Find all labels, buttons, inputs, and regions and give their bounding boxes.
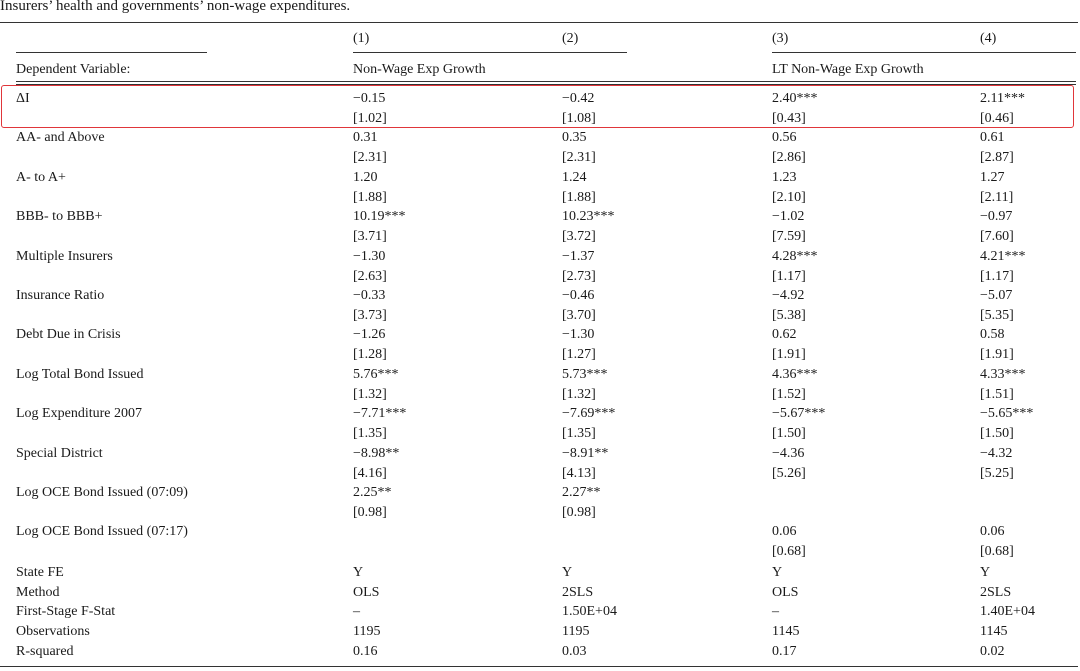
footer-cell: Y xyxy=(562,565,573,580)
se-cell: [5.38] xyxy=(772,308,806,323)
top-rule xyxy=(0,22,1078,23)
dependent-variable-label: Dependent Variable: xyxy=(16,62,131,77)
coef-cell: −4.36 xyxy=(772,446,805,461)
se-cell: [0.43] xyxy=(772,111,806,126)
coef-cell: −4.32 xyxy=(980,446,1013,461)
header-underline-group2 xyxy=(772,52,1076,53)
col-number-1: (1) xyxy=(353,31,370,46)
footer-cell: 1195 xyxy=(562,624,590,639)
coef-cell: −1.37 xyxy=(562,249,595,264)
se-cell: [1.32] xyxy=(353,387,387,402)
footer-cell: 1.50E+04 xyxy=(562,604,617,619)
coef-cell: −1.30 xyxy=(353,249,386,264)
coef-cell: −0.97 xyxy=(980,209,1013,224)
se-cell: [0.68] xyxy=(772,544,806,559)
row-label: Insurance Ratio xyxy=(16,288,105,303)
row-label: Log Expenditure 2007 xyxy=(16,406,142,421)
footer-cell: – xyxy=(353,604,360,619)
footer-cell: 1145 xyxy=(772,624,800,639)
coef-cell: 0.61 xyxy=(980,130,1005,145)
coef-cell: −5.07 xyxy=(980,288,1013,303)
se-cell: [1.50] xyxy=(772,426,806,441)
col-number-4: (4) xyxy=(980,31,997,46)
coef-cell: 4.33*** xyxy=(980,367,1026,382)
footer-cell: Y xyxy=(980,565,991,580)
table-caption: Insurers’ health and governments’ non-wage expenditures. xyxy=(0,0,351,14)
coef-cell: −0.33 xyxy=(353,288,386,303)
footer-cell: 0.02 xyxy=(980,644,1005,659)
footer-label: Observations xyxy=(16,624,90,639)
coef-cell: 1.27 xyxy=(980,170,1005,185)
se-cell: [2.31] xyxy=(562,150,596,165)
coef-cell: 2.40*** xyxy=(772,91,818,106)
footer-cell: 0.17 xyxy=(772,644,797,659)
se-cell: [2.86] xyxy=(772,150,806,165)
row-label: A- to A+ xyxy=(16,170,66,185)
se-cell: [1.88] xyxy=(562,190,596,205)
coef-cell: 4.36*** xyxy=(772,367,818,382)
header-underline-group1 xyxy=(353,52,627,53)
footer-cell: 1.40E+04 xyxy=(980,604,1035,619)
se-cell: [5.25] xyxy=(980,466,1014,481)
se-cell: [1.91] xyxy=(980,347,1014,362)
coef-cell: −8.91** xyxy=(562,446,609,461)
se-cell: [3.73] xyxy=(353,308,387,323)
footer-cell: OLS xyxy=(353,585,380,600)
footer-cell: 0.03 xyxy=(562,644,587,659)
coef-cell: 10.19*** xyxy=(353,209,406,224)
se-cell: [1.08] xyxy=(562,111,596,126)
coef-cell: −1.30 xyxy=(562,327,595,342)
se-cell: [4.16] xyxy=(353,466,387,481)
coef-cell: 2.27** xyxy=(562,485,601,500)
se-cell: [1.02] xyxy=(353,111,387,126)
coef-cell: −7.69*** xyxy=(562,406,616,421)
highlight-box xyxy=(1,85,1074,128)
coef-cell: −0.42 xyxy=(562,91,595,106)
row-label: AA- and Above xyxy=(16,130,105,145)
coef-cell: 4.28*** xyxy=(772,249,818,264)
se-cell: [2.10] xyxy=(772,190,806,205)
row-label: ΔI xyxy=(16,91,30,106)
se-cell: [4.13] xyxy=(562,466,596,481)
coef-cell: −4.92 xyxy=(772,288,805,303)
coef-cell: 0.62 xyxy=(772,327,797,342)
footer-cell: 2SLS xyxy=(562,585,594,600)
footer-cell: 0.16 xyxy=(353,644,378,659)
row-label: Special District xyxy=(16,446,103,461)
coef-cell: −8.98** xyxy=(353,446,400,461)
se-cell: [7.59] xyxy=(772,229,806,244)
se-cell: [0.46] xyxy=(980,111,1014,126)
coef-cell: 0.06 xyxy=(980,524,1005,539)
coef-cell: 5.76*** xyxy=(353,367,399,382)
se-cell: [5.26] xyxy=(772,466,806,481)
se-cell: [5.35] xyxy=(980,308,1014,323)
se-cell: [1.32] xyxy=(562,387,596,402)
footer-cell: OLS xyxy=(772,585,799,600)
se-cell: [1.35] xyxy=(562,426,596,441)
coef-cell: −1.02 xyxy=(772,209,805,224)
bottom-rule xyxy=(0,666,1078,667)
se-cell: [0.98] xyxy=(562,505,596,520)
se-cell: [7.60] xyxy=(980,229,1014,244)
se-cell: [1.35] xyxy=(353,426,387,441)
se-cell: [1.50] xyxy=(980,426,1014,441)
footer-cell: 1195 xyxy=(353,624,381,639)
row-label: Multiple Insurers xyxy=(16,249,113,264)
footer-label: R-squared xyxy=(16,644,74,659)
footer-cell: – xyxy=(772,604,779,619)
coef-cell: −1.26 xyxy=(353,327,386,342)
coef-cell: 0.31 xyxy=(353,130,378,145)
row-label: Log Total Bond Issued xyxy=(16,367,144,382)
coef-cell: 0.56 xyxy=(772,130,797,145)
col-number-3: (3) xyxy=(772,31,789,46)
coef-cell: −0.15 xyxy=(353,91,386,106)
coef-cell: −5.65*** xyxy=(980,406,1034,421)
se-cell: [2.73] xyxy=(562,269,596,284)
group-header-2: LT Non-Wage Exp Growth xyxy=(772,62,924,77)
coef-cell: 1.20 xyxy=(353,170,378,185)
footer-cell: Y xyxy=(772,565,783,580)
row-label: Debt Due in Crisis xyxy=(16,327,121,342)
coef-cell: 1.23 xyxy=(772,170,797,185)
se-cell: [1.17] xyxy=(772,269,806,284)
se-cell: [3.71] xyxy=(353,229,387,244)
coef-cell: 10.23*** xyxy=(562,209,615,224)
coef-cell: 0.35 xyxy=(562,130,587,145)
se-cell: [2.11] xyxy=(980,190,1014,205)
coef-cell: 2.25** xyxy=(353,485,392,500)
se-cell: [2.63] xyxy=(353,269,387,284)
se-cell: [3.70] xyxy=(562,308,596,323)
coef-cell: −7.71*** xyxy=(353,406,407,421)
col-number-2: (2) xyxy=(562,31,579,46)
row-label: Log OCE Bond Issued (07:09) xyxy=(16,485,188,500)
footer-cell: 2SLS xyxy=(980,585,1012,600)
footer-label: First-Stage F-Stat xyxy=(16,604,116,619)
footer-label: Method xyxy=(16,585,60,600)
coef-cell: 5.73*** xyxy=(562,367,608,382)
row-label: BBB- to BBB+ xyxy=(16,209,103,224)
coef-cell: −5.67*** xyxy=(772,406,826,421)
se-cell: [2.87] xyxy=(980,150,1014,165)
se-cell: [1.17] xyxy=(980,269,1014,284)
footer-cell: 1145 xyxy=(980,624,1008,639)
coef-cell: 2.11*** xyxy=(980,91,1025,106)
se-cell: [1.28] xyxy=(353,347,387,362)
coef-cell: 4.21*** xyxy=(980,249,1026,264)
header-underline-label xyxy=(16,52,207,53)
group-header-1: Non-Wage Exp Growth xyxy=(353,62,486,77)
se-cell: [3.72] xyxy=(562,229,596,244)
se-cell: [0.68] xyxy=(980,544,1014,559)
se-cell: [1.91] xyxy=(772,347,806,362)
coef-cell: −0.46 xyxy=(562,288,595,303)
footer-cell: Y xyxy=(353,565,364,580)
se-cell: [1.27] xyxy=(562,347,596,362)
se-cell: [2.31] xyxy=(353,150,387,165)
se-cell: [1.51] xyxy=(980,387,1014,402)
se-cell: [1.88] xyxy=(353,190,387,205)
coef-cell: 0.06 xyxy=(772,524,797,539)
se-cell: [0.98] xyxy=(353,505,387,520)
footer-label: State FE xyxy=(16,565,64,580)
coef-cell: 1.24 xyxy=(562,170,587,185)
header-bottom-rule-1 xyxy=(16,81,1076,82)
coef-cell: 0.58 xyxy=(980,327,1005,342)
se-cell: [1.52] xyxy=(772,387,806,402)
row-label: Log OCE Bond Issued (07:17) xyxy=(16,524,188,539)
